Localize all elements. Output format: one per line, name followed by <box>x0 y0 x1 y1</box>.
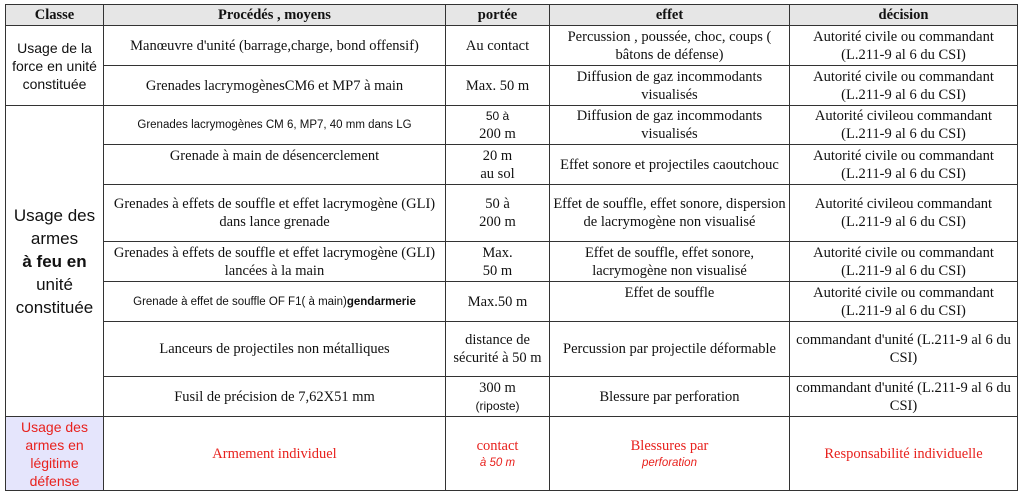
portee-line: 20 m <box>482 147 513 164</box>
portee-cell <box>446 242 550 282</box>
header-classe: Classe <box>6 5 104 26</box>
procede-cell: Grenade à main de désencerclement <box>104 145 446 185</box>
portee-cell: Au contact <box>446 26 550 66</box>
table-row <box>6 66 1018 106</box>
portee-line: à 50 m <box>479 456 516 469</box>
group-armes-pre: Usage des armes <box>13 205 96 248</box>
decision-cell: Autorité civileou commandant (L.211-9 al 6 du CSI) <box>790 106 1018 145</box>
portee-line: 50 à <box>485 196 510 212</box>
portee-line: (riposte) <box>475 398 520 413</box>
table-row <box>6 106 1018 145</box>
group-armes-bold: à feu en <box>22 251 87 271</box>
table-row <box>6 145 1018 185</box>
procede-cell: Grenades à effets de souffle et effet lacrymogène (GLI) lancées à la main <box>104 242 446 282</box>
header-decision: décision <box>790 5 1018 26</box>
procede-cell: Grenades lacrymogènes CM 6, MP7, 40 mm dans LG <box>104 106 446 145</box>
portee-line: 300 m <box>479 379 516 396</box>
decision-cell: Autorité civile ou commandant (L.211-9 al 6 du CSI) <box>790 66 1018 106</box>
portee-cell <box>446 145 550 185</box>
procede-cell: Grenades à effets de souffle et effet lacrymogène (GLI) dans lance grenade <box>104 185 446 242</box>
portee-cell: Max.50 m <box>446 282 550 322</box>
effet-cell: Percussion par projectile déformable <box>550 322 790 377</box>
rules-table <box>5 4 1018 491</box>
group-armes-cell <box>6 106 104 417</box>
portee-line: Max. <box>482 244 513 261</box>
decision-cell: Responsabilité individuelle <box>790 417 1018 491</box>
procede-bold: gendarmerie <box>346 295 416 308</box>
decision-cell: Autorité civile ou commandant (L.211-9 al 6 du CSI) <box>790 282 1018 322</box>
group-armes-post: unité constituée <box>15 274 94 317</box>
decision-cell: commandant d'unité (L.211-9 al 6 du CSI) <box>790 322 1018 377</box>
portee-line: 50 m <box>482 262 513 279</box>
table-row <box>6 282 1018 322</box>
header-procedes: Procédés , moyens <box>104 5 446 26</box>
table-row <box>6 242 1018 282</box>
decision-cell: Autorité civile ou commandant (L.211-9 al 6 du CSI) <box>790 145 1018 185</box>
header-portee: portée <box>446 5 550 26</box>
portee-cell: distance de sécurité à 50 m <box>446 322 550 377</box>
portee-cell: Max. 50 m <box>446 66 550 106</box>
decision-cell: Autorité civile ou commandant (L.211-9 al 6 du CSI) <box>790 26 1018 66</box>
portee-cell <box>446 417 550 491</box>
procede-cell: Armement individuel <box>104 417 446 491</box>
effet-cell: Diffusion de gaz incommodants visualisés <box>550 106 790 145</box>
effet-cell: Effet de souffle, effet sonore, lacrymogène non visualisé <box>550 242 790 282</box>
portee-line: 50 à <box>485 109 510 123</box>
table-row <box>6 26 1018 66</box>
procede-cell <box>104 282 446 322</box>
portee-line: contact <box>476 437 519 454</box>
portee-line: 200 m <box>479 126 516 142</box>
effet-line: Blessures par <box>630 437 709 454</box>
effet-cell: Effet sonore et projectiles caoutchouc <box>550 145 790 185</box>
portee-line: 200 m <box>479 214 516 230</box>
procede-text: Grenade à effet de souffle OF F1( à main) <box>133 295 347 308</box>
effet-cell: Percussion , poussée, choc, coups ( bâtons de défense) <box>550 26 790 66</box>
procede-cell: Fusil de précision de 7,62X51 mm <box>104 377 446 417</box>
effet-cell: Effet de souffle, effet sonore, dispersion de lacrymogène non visualisé <box>550 185 790 242</box>
table-row <box>6 377 1018 417</box>
effet-cell <box>550 417 790 491</box>
header-effet: effet <box>550 5 790 26</box>
decision-cell: Autorité civileou commandant (L.211-9 al 6 du CSI) <box>790 185 1018 242</box>
effet-cell: Diffusion de gaz incommodants visualisés <box>550 66 790 106</box>
decision-cell: Autorité civile ou commandant (L.211-9 al 6 du CSI) <box>790 242 1018 282</box>
effet-cell: Blessure par perforation <box>550 377 790 417</box>
decision-cell: commandant d'unité (L.211-9 al 6 du CSI) <box>790 377 1018 417</box>
procede-cell: Grenades lacrymogènesCM6 et MP7 à main <box>104 66 446 106</box>
portee-cell <box>446 106 550 145</box>
portee-cell <box>446 377 550 417</box>
header-row <box>6 5 1018 26</box>
group-force-cell: Usage de la force en unité constituée <box>6 26 104 106</box>
procede-cell: Lanceurs de projectiles non métalliques <box>104 322 446 377</box>
portee-line: au sol <box>480 165 515 182</box>
table-row <box>6 322 1018 377</box>
table-row <box>6 417 1018 491</box>
effet-cell: Effet de souffle <box>550 282 790 322</box>
effet-line: perforation <box>642 456 697 469</box>
procede-cell: Manœuvre d'unité (barrage,charge, bond offensif) <box>104 26 446 66</box>
group-legitime-cell: Usage des armes en légitime défense <box>6 417 104 491</box>
portee-cell <box>446 185 550 242</box>
table-row <box>6 185 1018 242</box>
